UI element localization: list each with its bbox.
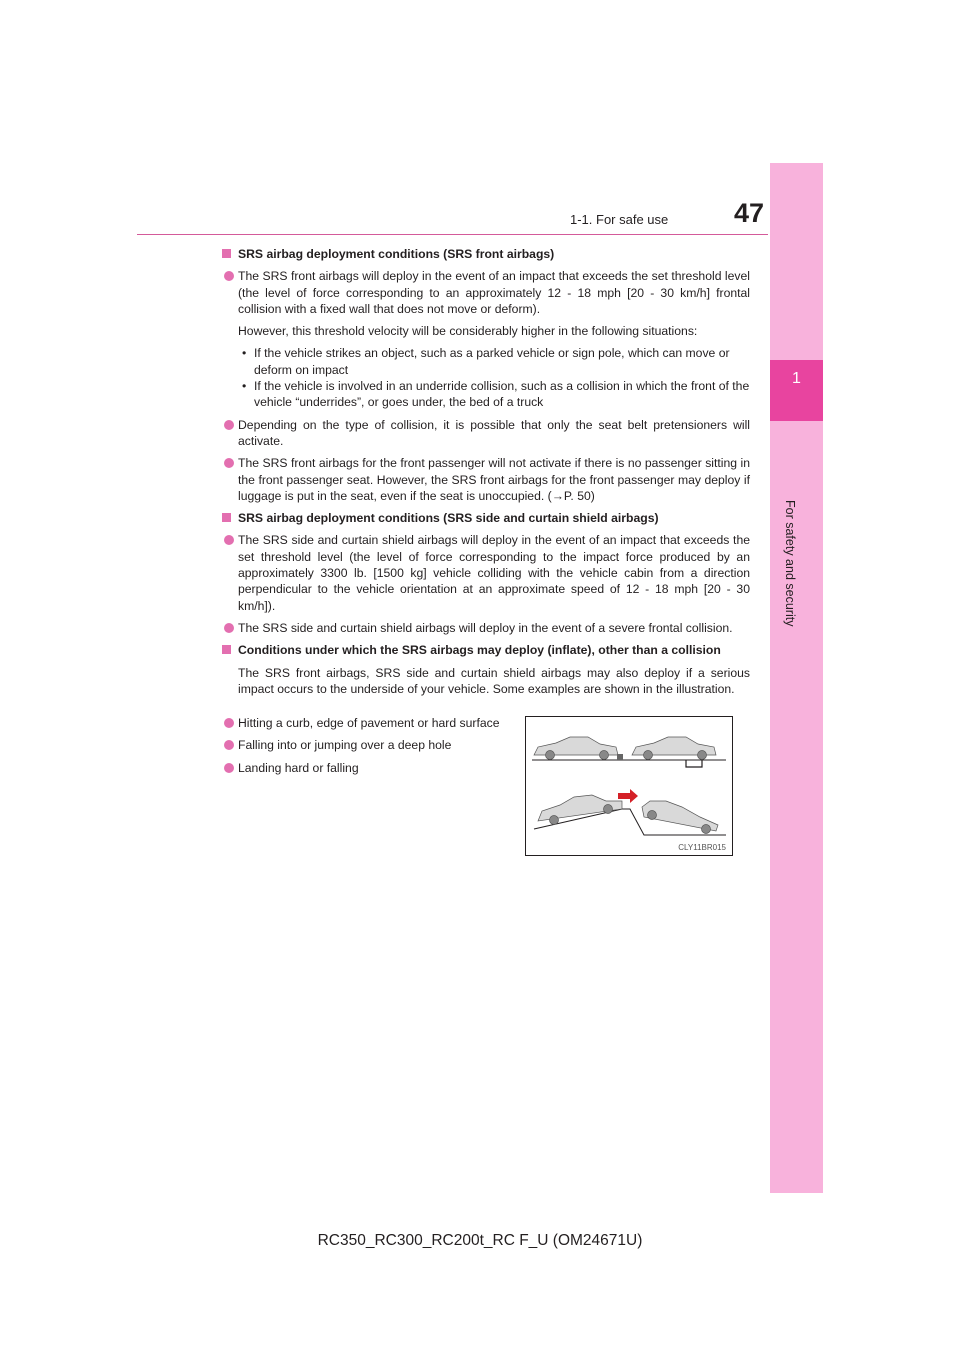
- bullet-item: The SRS side and curtain shield airbags will deploy in the event of an impact that exceeds the set threshold level (the level of force corresponding to the impact force produced by an approximately 3300 lb. [1500 kg] vehicle colliding with the vehicle cabin from a direction perpendicular to the vehicle orientation at an approximate speed of 12 - 18 mph [20 - 30 km/h]).: [222, 532, 750, 613]
- section-heading: Conditions under which the SRS airbags may deploy (inflate), other than a collision: [222, 642, 750, 658]
- main-content: [222, 246, 750, 703]
- bullet-item: The SRS front airbags will deploy in the event of an impact that exceeds the set threshold level (the level of force corresponding to an approximately 12 - 18 mph [20 - 30 km/h] frontal collision with a fixed wall that does not move or deform).: [222, 268, 750, 317]
- bullet-item: Depending on the type of collision, it is possible that only the seat belt pretensioners will activate.: [222, 417, 750, 450]
- chapter-label: For safety and security: [783, 500, 797, 627]
- circle-bullet-icon: [224, 763, 234, 773]
- section-title: 1-1. For safe use: [570, 212, 669, 227]
- chapter-number: 1: [792, 370, 801, 387]
- sub-item: • If the vehicle strikes an object, such as a parked vehicle or sign pole, which can move or deform on impact: [242, 346, 730, 377]
- circle-bullet-icon: [224, 458, 234, 468]
- header-rule: [137, 234, 768, 235]
- circle-bullet-icon: [224, 420, 234, 430]
- page-number: 47: [734, 198, 765, 228]
- footer: RC350_RC300_RC200t_RC F_U (OM24671U): [317, 1232, 643, 1249]
- circle-bullet-icon: [224, 718, 234, 728]
- square-bullet-icon: [222, 645, 231, 654]
- illustration: [525, 716, 733, 856]
- car-icon: [538, 795, 622, 825]
- airbag-conditions-illustration: [526, 717, 732, 855]
- sub-item: • If the vehicle is involved in an underride collision, such as a collision in which the front of the vehicle “underrides”, or goes under, the bed of a truck: [242, 379, 750, 410]
- circle-bullet-icon: [224, 623, 234, 633]
- car-icon: [642, 801, 718, 834]
- car-icon: [632, 737, 716, 760]
- circle-bullet-icon: [224, 271, 234, 281]
- list-item: Hitting a curb, edge of pavement or hard surface: [222, 715, 504, 731]
- circle-bullet-icon: [224, 535, 234, 545]
- list-item: Landing hard or falling: [222, 760, 504, 776]
- list-item: Falling into or jumping over a deep hole: [222, 737, 504, 753]
- section-heading: SRS airbag deployment conditions (SRS side and curtain shield airbags): [222, 510, 750, 526]
- circle-bullet-icon: [224, 740, 234, 750]
- example-list: [222, 715, 504, 782]
- figure-code: CLY11BR015: [678, 843, 726, 852]
- paragraph: However, this threshold velocity will be considerably higher in the following situations:: [238, 324, 698, 339]
- paragraph: The SRS front airbags, SRS side and curtain shield airbags may also deploy if a serious impact occurs to the underside of your vehicle. Some examples are shown in the illustration.: [238, 665, 750, 696]
- square-bullet-icon: [222, 249, 231, 258]
- car-icon: [534, 737, 618, 760]
- square-bullet-icon: [222, 513, 231, 522]
- bullet-item: The SRS side and curtain shield airbags will deploy in the event of a severe frontal collision.: [222, 620, 750, 636]
- section-heading: SRS airbag deployment conditions (SRS front airbags): [222, 246, 750, 262]
- bullet-item: The SRS front airbags for the front passenger will not activate if there is no passenger sitting in the front passenger seat. However, the SRS front airbags for the front passenger may deploy if luggage is put in the seat, even if the seat is unoccupied. (→P. 50): [222, 455, 750, 504]
- side-tab: [770, 163, 823, 1193]
